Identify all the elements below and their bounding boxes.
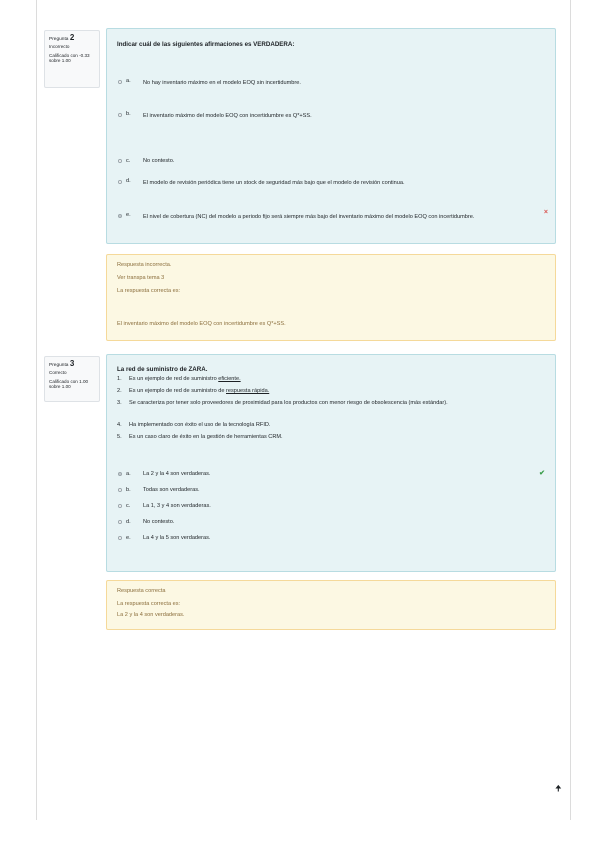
q3-grade: Calificado con 1.00 sobre 1.00 xyxy=(49,379,89,390)
q3-option-c-text: La 1, 3 y 4 son verdaderas. xyxy=(143,503,211,509)
page-left-border xyxy=(36,0,37,820)
q3-feedback xyxy=(106,580,556,630)
q2-radio-a[interactable] xyxy=(118,80,122,84)
q2-info-box xyxy=(44,30,100,88)
q3-feedback-status: Respuesta correcta xyxy=(117,588,166,594)
q3-statement-3: 3. Se caracteriza por tener solo proveedores de proximidad para los productos con menor riesgo de obsolescencia (más estándar). xyxy=(117,400,448,406)
q3-state: Correcto xyxy=(49,370,67,375)
q2-radio-e[interactable] xyxy=(118,214,122,218)
q3-statement-1-link: eficiente. xyxy=(218,376,241,382)
q2-option-d-text: El modelo de revisión periódica tiene un stock de seguridad más bajo que el modelo de revisión continua. xyxy=(143,180,405,186)
q2-question-text: Indicar cuál de las siguientes afirmaciones es VERDADERA: xyxy=(117,41,295,48)
page-right-border xyxy=(570,0,571,820)
correct-check-icon: ✔ xyxy=(539,470,545,477)
q2-radio-b[interactable] xyxy=(118,113,122,117)
q3-radio-d[interactable] xyxy=(118,520,122,524)
q2-formulation: Indicar cuál de las siguientes afirmaciones es VERDADERA: a. No hay inventario máximo en el modelo EOQ sin incertidumbre. b. El inventario máximo del modelo EOQ con incertidumbre es Q*+SS. c. No contesto. d. El modelo de revisión periódica tiene un stock de seguridad más bajo que el modelo de revisión continua. e. El nivel de cobertura (NC) del modelo a periodo fijo será siempre más bajo del inventario máximo del modelo EOQ con incertidumbre. × xyxy=(106,28,556,244)
q3-formulation: La red de suministro de ZARA. 1. Es un ejemplo de red de suministro eficiente. 2. Es un ejemplo de red de suministro de respuesta rápida. 3. Se caracteriza por tener solo proveedores de proximidad para los productos con menor riesgo de obsolescencia (más estándar). 4. Ha implementado con éxito el uso de la tecnología RFID. 5. Es un caso claro de éxito en la gestión de herramientas CRM. a. La 2 y la 4 son verdaderas. ✔ b. Todas son verdaderas. c. La 1, 3 y 4 son verdaderas. d. No contesto. e. La 4 y la 5 son verdaderas. xyxy=(106,354,556,572)
q3-info-box xyxy=(44,356,100,402)
incorrect-icon: × xyxy=(543,209,548,216)
q3-radio-b[interactable] xyxy=(118,488,122,492)
q3-option-a-text: La 2 y la 4 son verdaderas. xyxy=(143,471,211,477)
q2-feedback-note: Ver transpa tema 3 xyxy=(117,275,165,281)
q3-radio-e[interactable] xyxy=(118,536,122,540)
q2-radio-d[interactable] xyxy=(118,180,122,184)
q3-option-d-text: No contesto. xyxy=(143,519,175,525)
q2-option-b-text: El inventario máximo del modelo EOQ con incertidumbre es Q*+SS. xyxy=(143,113,312,119)
q2-correct-answer: El inventario máximo del modelo EOQ con incertidumbre es Q*+SS. xyxy=(117,321,286,327)
q3-statement-2-link: respuesta rápida. xyxy=(226,388,270,394)
q3-question-text: La red de suministro de ZARA. xyxy=(117,366,208,373)
q3-correct-answer: La 2 y la 4 son verdaderas. xyxy=(117,612,185,618)
q2-number: Pregunta 2 xyxy=(49,33,75,42)
q2-radio-c[interactable] xyxy=(118,159,122,163)
q2-feedback-label: La respuesta correcta es: xyxy=(117,288,181,294)
q2-grade: Calificado con -0.33 sobre 1.00 xyxy=(49,53,90,64)
q3-option-b-text: Todas son verdaderas. xyxy=(143,487,200,493)
q2-feedback xyxy=(106,254,556,341)
q3-number: Pregunta 3 xyxy=(49,359,75,368)
q3-radio-c[interactable] xyxy=(118,504,122,508)
q2-option-a-text: No hay inventario máximo en el modelo EOQ sin incertidumbre. xyxy=(143,80,301,86)
q3-option-e-text: La 4 y la 5 son verdaderas. xyxy=(143,535,211,541)
scroll-to-top-icon[interactable]: 🠉 xyxy=(555,784,562,793)
q2-option-e-text: El nivel de cobertura (NC) del modelo a periodo fijo será siempre más bajo del inventario máximo del modelo EOQ con incertidumbre. xyxy=(143,214,475,220)
q2-option-c-text: No contesto. xyxy=(143,158,175,164)
q3-feedback-label: La respuesta correcta es: xyxy=(117,601,181,607)
q3-radio-a[interactable] xyxy=(118,472,122,476)
q2-feedback-status: Respuesta incorrecta. xyxy=(117,262,172,268)
q2-state: Incorrecto xyxy=(49,44,70,49)
